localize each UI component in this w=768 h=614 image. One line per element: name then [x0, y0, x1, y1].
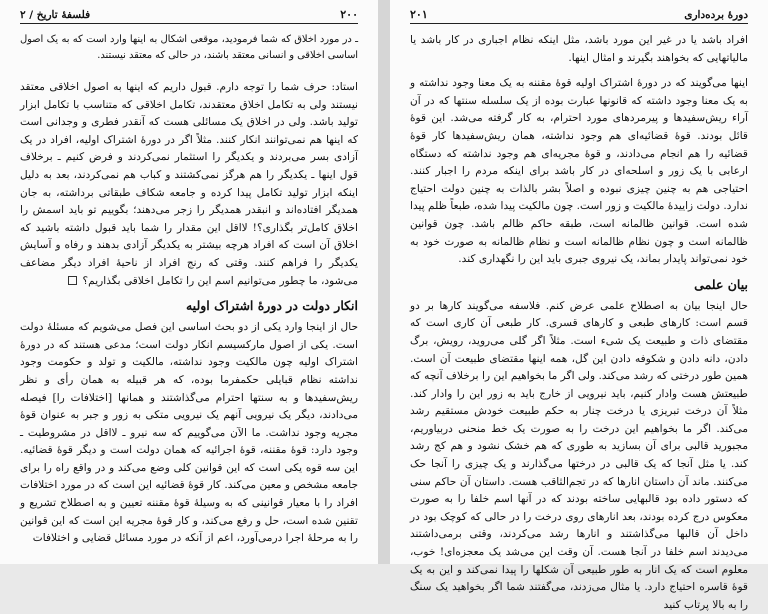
book-gutter — [378, 0, 390, 564]
page-number: ۲۰۱ — [410, 8, 428, 21]
body-paragraph: افراد باشد یا در غیر این مورد باشد، مثل اینکه نظام اجباری در کار باشد یا مالیاتهایی که بخواهند بگیرند و امثال اینها. — [410, 34, 748, 64]
section-heading: انکار دولت در دورهٔ اشتراک اولیه — [185, 298, 358, 314]
body-paragraph: حال از اینجا وارد یکی از دو بحث اساسی این فصل می‌شویم که مسئلهٔ دولت است. یکی از اصول مارکسیسم انکار دولت است؛ مدعی هستند که در دورهٔ اشتراک اولیه چون مالکیت وجود نداشته، مالکیت و تولد و حکومت وجود نداشته نظام قبایلی حکمفرما بوده، که هر قبیله به همان رأی و نظر ریش‌سفیدها و به سنتها احترام می‌گذاشتند و همانها [اختلافات را] فیصله می‌دادند، دیگر یک نیرویی آنهم یک نیرویی متکی به زور و جبر به عنوان قوهٔ مجریه وجود نداشت. ما الآن می‌گوییم که سه نیرو ـ لااقل در مشروطیت ـ وجود دارد: قوهٔ مقننه، قوهٔ اجرائیه که همان دولت است و دیگر قوهٔ قضائیه. این سه قوه یکی است که این قوانین کلی وضع می‌کند و در واقع راه را برای جامعه مشخص و معین می‌کند. کار قوهٔ قضائیه این است که در مورد اختلافات افراد را با معیار قوانینی که به وسیلهٔ قوهٔ مقننه تعیین و به اصطلاح تشریع و تقنین شده است، حل و رفع می‌کند، و کار قوهٔ مجریه این است که این قوانین را به مرحلهٔ اجرا درمی‌آورد، اعم از آنکه در مورد مسائل قضایی و اختلافات — [20, 321, 358, 545]
running-head: فلسفهٔ تاریخ / ۲ — [20, 9, 91, 21]
body-paragraph — [20, 79, 358, 290]
paragraph-text: استاد: حرف شما را توجه دارم. قبول داریم که اینها به اصول اخلاقی معتقد نیستند ولی به تکامل اخلاق معتقدند، تکامل اخلاقی که متناسب با تکامل ابزار تولید باشد. ولی در اخلاق یک مسائلی هست که آنقدر فطری و وجدانی است که اینها هم نمی‌توانند انکار کنند. مثلاً اگر در دورهٔ اشتراک اولیه، افراد در یک آزادی بسر می‌بردند و یکدیگر را استثمار نمی‌کردند و فرض کنیم ـ برخلاف قول اینها ـ یکدیگر را هم هرگز نمی‌کشتند و کباب هم نمی‌کردند، بعد به دلیل اینکه ابزار تولید تکامل پیدا کرده و جامعه شکاف طبقاتی برداشته، به جان همدیگر افتاده‌اند و انبقدر همدیگر را زجر می‌دهند؛ بگوییم تو باید اسمش را اخلاق کامل‌تر بگذاری؟! لااقل این مقدار را شما باید قبول داشته باشید که اخلاق آن است که افراد هرچه بیشتر به یکدیگر آزادی بدهند و رفاه و آسایش یکدیگر را فراهم کنند. وقتی که رنج افراد از ناحیهٔ افراد دیگر مضاعف می‌شود، ما چطور می‌توانیم اسم این را تکامل اخلاقی بگذاریم؟ — [20, 81, 358, 287]
page-header — [20, 8, 358, 24]
right-page — [390, 0, 768, 611]
left-page — [0, 0, 378, 564]
page-number: ۲۰۰ — [340, 8, 358, 21]
body-paragraph: حال اینجا بیان به اصطلاح علمی عرض کنم. فلاسفه می‌گویند کارها بر دو قسم است: کارهای طبعی و کارهای قسری. کار طبعی آن کاری است که مقتضای ذات و طبیعت یک شیء است. مثلاً اگر گلی می‌روید، رویش، برگ دادن، دانه دادن و شکوفه دادن این گل، همه اینها مقتضای طبیعت آن است. همین طور درختی که رشد می‌کند. ولی اگر ما بخواهیم این را برخلاف آنچه که طبیعتش هست وادار کنیم، باید نیرویی از خارج باید به زور این را وادار کند. مثلاً آن درخت تبریزی یا درخت چنار به حکم طبیعت خودش مستقیم رشد می‌کند. اگر ما بخواهیم این درخت را به صورت یک خط منحنی دربیاوریم، مجبورید قالبی برای آن بسازید به طوری که هم خشک نشود و هم کج رشد کند. یا مثل آنجا که یک قالبی در درختها می‌گذارند و یک چیزی را آنجا حک می‌کنند. ماند آن داستان انارها که در تجم‌الثاقب هست. داستان آن حاکم سنی که دستور داده بود قالبهایی ساخته بودند که در آنها اسم خلفا را به صورت معکوس درج کرده بودند، بعد انارهای روی درخت را در حالی که کوچک بود در داخل آن قالبها می‌گذاشتند و انارها رشد می‌کردند، وقتی برمی‌داشتند می‌دیدند اسم خلفا در آنجا هست. آن وقت این می‌شد یک معجزه‌ای! خوب، معلوم است که یک انار به طور طبیعی آن شکلها را پیدا نمی‌کند و این به یک قوهٔ قاسره احتیاج دارد. یا مثال می‌زدند، می‌گفتند شما اگر بخواهید یک سنگ را به بالا پرتاب کنید — [410, 299, 748, 611]
question-paragraph: ـ در مورد اخلاق که شما فرمودید، موقعی اشکال به اینها وارد است که به یک اصول اساسی اخلاقی و انسانی معتقد باشند، در حالی که معتقد نیستند. — [20, 34, 358, 61]
end-of-section-square-icon — [68, 276, 77, 285]
body-paragraph: اینها می‌گویند که در دورهٔ اشتراک اولیه قوهٔ مقننه به یک معنا وجود نداشته و به یک معنا وجود داشته که قانونها عبارت بوده از یک سلسله سنتها که در آن آراء ریش‌سفیدها و پیرمردهای مورد احترام، به کار گرفته می‌شد. این قوهٔ قائل بودند. قوهٔ قضائیه‌ای هم وجود نداشته، همان ریش‌سفیدها کار قوهٔ قضائیه را هم انجام می‌دادند، و قوهٔ مجریه‌ای هم وجود نداشته که دستگاه ارعابی با یک زور و اسلحه‌ای در کار باشد برای اینکه مردم را اجبار کنند. احتیاجی هم به چنین چیزی نبوده و اصلاً بشر بالذات به چنین دولت احتیاج ندارد. دولت زاییدهٔ مالکیت و زور است. چون مالکیت پیدا شده، طبعاً ظلم پیدا شده است. قوانین ظالمانه است، طبقه حاکم ظالم باشد. چون قوانین ظالمانه است و چون نظام ظالمانه است و نظام ظالمانه به صورت خود به خود نمی‌تواند پایدار بماند، یک نیروی جبری باید این را نگهداری کند. — [410, 77, 748, 266]
page-header — [410, 8, 748, 24]
running-head: دورهٔ برده‌داری — [684, 9, 748, 21]
section-heading: بیان علمی — [694, 276, 748, 292]
